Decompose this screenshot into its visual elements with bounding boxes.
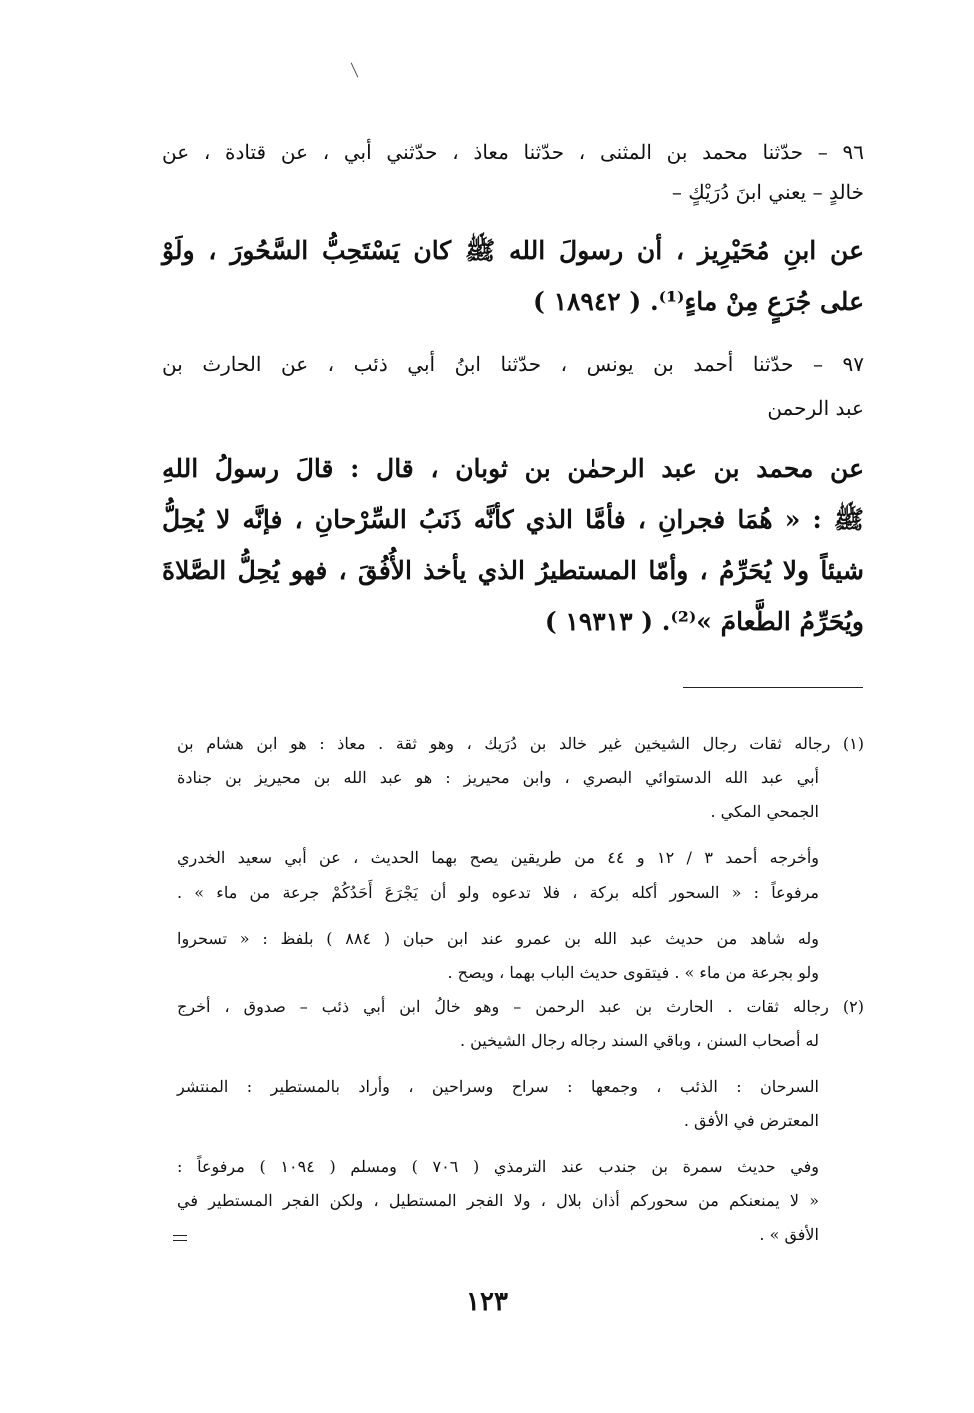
scan-mark xyxy=(351,63,359,78)
hadith-97-matn-line-2: ﷺ : « هُمَا فجرانِ ، فأمَّا الذي كأنَّه ذَنَبُ السِّرْحانِ ، فإنَّه لا يُحِلُّ xyxy=(162,505,864,534)
hadith-97-matn-line-3: شيئاً ولا يُحَرِّمُ ، وأمّا المستطيرُ الذي يأخذ الأُفُقَ ، فهو يُحِلُّ الصَّلاةَ xyxy=(162,556,864,585)
footnote-divider xyxy=(683,687,863,688)
footnote-2-line-3: السرحان : الذئب ، وجمعها : سراح وسراحين ، وأراد بالمستطير : المنتشر xyxy=(177,1077,819,1096)
footnote-1-line-5: مرفوعاً : « السحور أكله بركة ، فلا تدعوه ولو أن يَجْرَعَ أَحَدُكُمْ جرعة من ماء » . xyxy=(177,883,819,902)
footnote-1-line-1: (١) رجاله ثقات رجال الشيخين غير خالد بن دُرَيك ، وهو ثقة . معاذ : هو ابن هشام بن xyxy=(177,734,864,753)
footnote-2-line-7: الأفق » . xyxy=(759,1225,819,1244)
page-number: ١٢٣ xyxy=(466,1287,508,1317)
hadith-96-matn-line-2: على جُرَعٍ مِنْ ماءٍ⁽¹⁾. ( ١٨٩٤٢ ) xyxy=(533,287,864,316)
continuation-mark xyxy=(173,1235,187,1241)
footnote-1-line-3: الجمحي المكي . xyxy=(710,802,819,821)
footnote-1-line-7: ولو بجرعة من ماء » . فيتقوى حديث الباب بهما ، ويصح . xyxy=(447,963,819,982)
footnote-1-line-2: أبي عبد الله الدستوائي البصري ، وابن محيريز : هو عبد الله بن محيريز بن جنادة xyxy=(177,768,819,787)
hadith-97-matn-line-4: ويُحَرِّمُ الطَّعامَ »⁽²⁾. ( ١٩٣١٣ ) xyxy=(544,607,864,636)
footnote-2-line-1: (٢) رجاله ثقات . الحارث بن عبد الرحمن – وهو خالُ ابن أبي ذئب – صدوق ، أخرج xyxy=(177,997,864,1016)
hadith-96-isnad-line-1: ٩٦ – حدّثنا محمد بن المثنى ، حدّثنا معاذ ، حدّثني أبي ، عن قتادة ، عن xyxy=(162,140,864,164)
footnote-2-line-2: له أصحاب السنن ، وباقي السند رجاله رجال الشيخين . xyxy=(459,1031,819,1050)
hadith-97-matn-line-1: عن محمد بن عبد الرحمٰن بن ثوبان ، قال : قالَ رسولُ اللهِ xyxy=(162,454,864,483)
hadith-97-isnad-line-1: ٩٧ – حدّثنا أحمد بن يونس ، حدّثنا ابنُ أبي ذئب ، عن الحارث بن xyxy=(162,352,864,376)
hadith-97-isnad-line-2: عبد الرحمن xyxy=(767,396,864,420)
footnote-1-line-4: وأخرجه أحمد ٣ / ١٢ و ٤٤ من طريقين يصح بهما الحديث ، عن أبي سعيد الخدري xyxy=(177,848,820,867)
footnote-2-line-6: « لا يمنعنكم من سحوركم أذان بلال ، ولا الفجر المستطيل ، ولكن الفجر المستطير في xyxy=(177,1191,819,1210)
footnote-1-line-6: وله شاهد من حديث عبد الله بن عمرو عند ابن حبان ( ٨٨٤ ) بلفظ : « تسحروا xyxy=(177,929,820,948)
footnote-2-line-5: وفي حديث سمرة بن جندب عند الترمذي ( ٧٠٦ ) ومسلم ( ١٠٩٤ ) مرفوعاً : xyxy=(177,1157,820,1176)
hadith-96-matn-line-1: عن ابنِ مُحَيْرِيز ، أن رسولَ الله ﷺ كان يَسْتَحِبُّ السَّحُورَ ، ولَوْ xyxy=(162,236,864,265)
footnote-2-line-4: المعترض في الأفق . xyxy=(683,1111,819,1130)
hadith-96-isnad-line-2: خالدٍ – يعني ابنَ دُرَيْكٍ – xyxy=(671,180,864,204)
